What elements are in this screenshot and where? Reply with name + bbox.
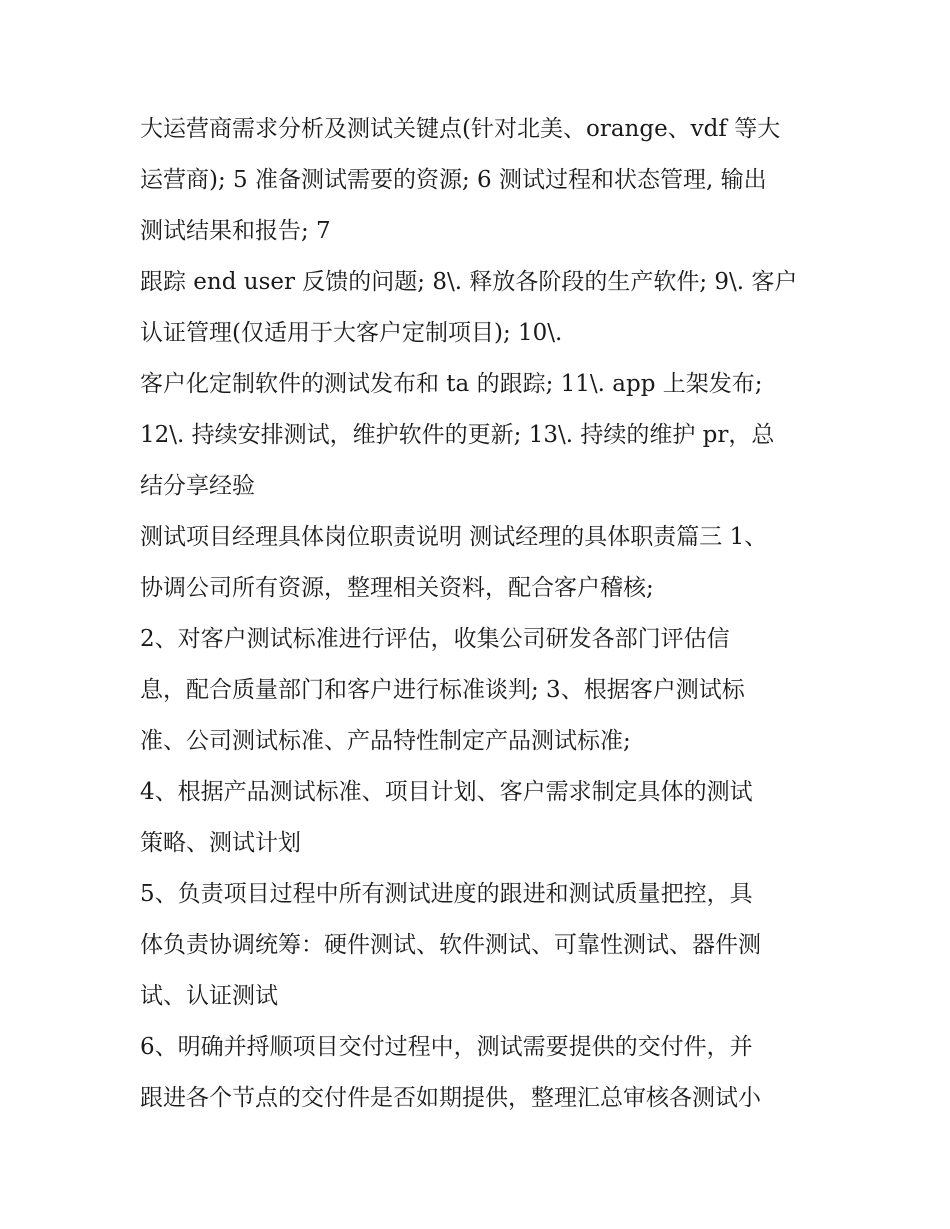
text-line: 体负责协调统筹：硬件测试、软件测试、可靠性测试、器件测 [140,932,761,958]
text-line: 结分享经验 [140,473,255,499]
text-line: 6、明确并捋顺项目交付过程中，测试需要提供的交付件，并 [140,1034,753,1060]
text-line: 跟踪 end user 反馈的问题; 8\. 释放各阶段的生产软件; 9\. 客户 [140,269,798,295]
text-line: 准、公司测试标准、产品特性制定产品测试标准; [140,728,631,754]
text-line: 测试项目经理具体岗位职责说明 测试经理的具体职责篇三 1、 [140,524,768,550]
text-line: 跟进各个节点的交付件是否如期提供，整理汇总审核各测试小 [140,1085,761,1111]
text-line: 2、对客户测试标准进行评估，收集公司研发各部门评估信 [140,626,730,652]
text-line: 试、认证测试 [140,983,278,1009]
text-line: 策略、测试计划 [140,830,301,856]
text-line: 4、根据产品测试标准、项目计划、客户需求制定具体的测试 [140,779,753,805]
text-line: 协调公司所有资源，整理相关资料，配合客户稽核; [140,575,654,601]
text-line: 测试结果和报告; 7 [140,218,331,244]
text-line: 认证管理(仅适用于大客户定制项目); 10\. [140,320,563,346]
text-line: 运营商); 5 准备测试需要的资源; 6 测试过程和状态管理, 输出 [140,167,767,193]
text-line: 12\. 持续安排测试，维护软件的更新; 13\. 持续的维护 pr，总 [140,422,775,448]
document-body [140,104,830,1124]
text-line: 大运营商需求分析及测试关键点(针对北美、orange、vdf 等大 [140,116,781,142]
text-line: 5、负责项目过程中所有测试进度的跟进和测试质量把控，具 [140,881,753,907]
text-line: 客户化定制软件的测试发布和 ta 的跟踪; 11\. app 上架发布; [140,371,763,397]
text-line: 息，配合质量部门和客户进行标准谈判; 3、根据客户测试标 [140,677,745,703]
